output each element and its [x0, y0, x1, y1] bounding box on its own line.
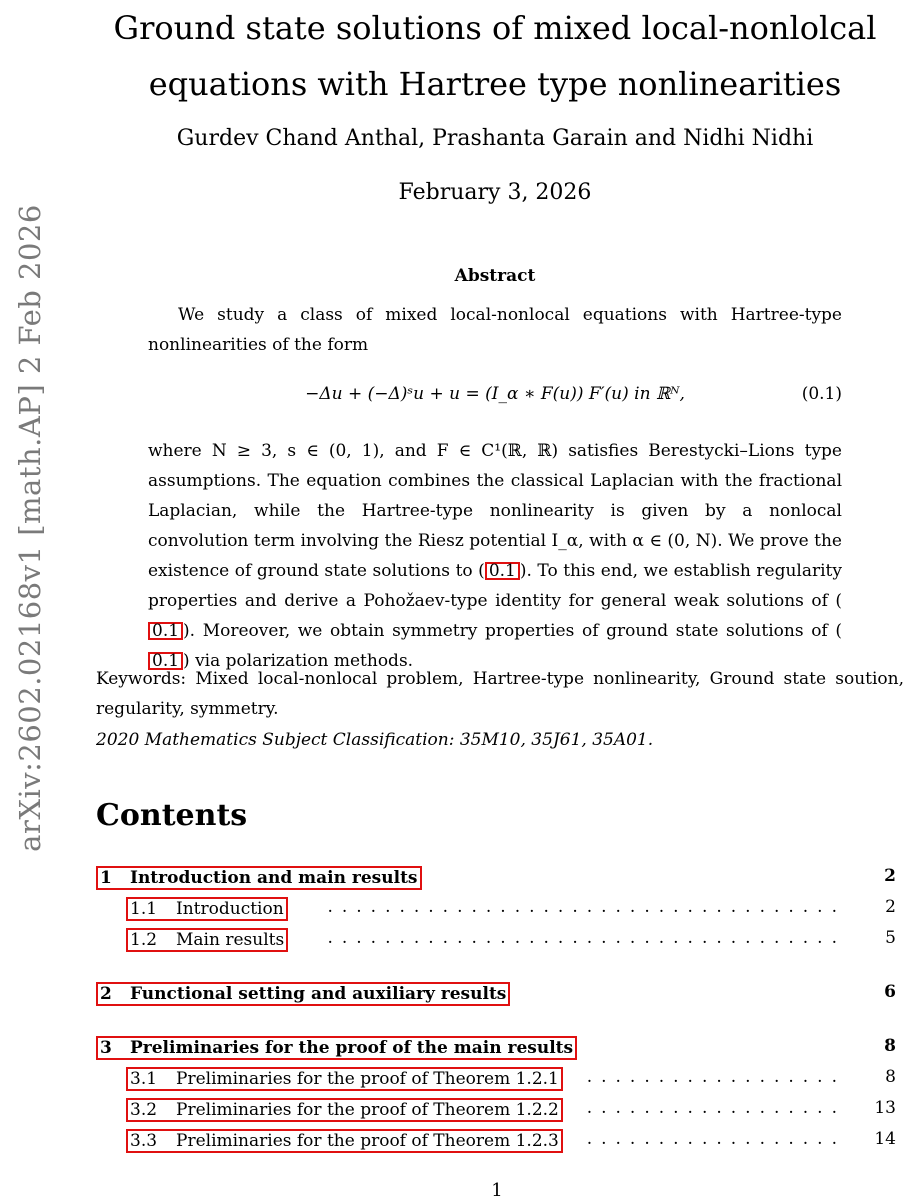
toc-entry-number: 1.2: [130, 930, 158, 950]
abstract-body: [148, 436, 842, 676]
abstract-heading: Abstract: [454, 266, 536, 286]
toc-entry-link[interactable]: [126, 1067, 563, 1091]
toc-page-number: 13: [874, 1098, 896, 1118]
equation-body: −Δu + (−Δ)ˢu + u = (I_α ∗ F(u)) F′(u) in ℝᴺ,: [305, 384, 685, 404]
toc-entry-link[interactable]: [126, 928, 288, 952]
toc-section-row: [96, 866, 896, 896]
toc-entry-link[interactable]: [96, 866, 422, 890]
toc-entry-link[interactable]: [96, 982, 510, 1006]
toc-subsection-row: [96, 897, 896, 927]
toc-page-number: 14: [874, 1129, 896, 1149]
toc-subsection-row: [96, 1129, 896, 1159]
toc-entry-title: Functional setting and auxiliary results: [130, 984, 507, 1004]
abstract-text-3: ). Moreover, we obtain symmetry properties of ground state solutions of (: [183, 621, 842, 641]
toc-entry-link[interactable]: [126, 897, 288, 921]
toc-leader-dots: ....................................: [327, 928, 846, 948]
keywords: Keywords: Mixed local-nonlocal problem, Hartree-type nonlinearity, Ground state soution, regularity, symmetry.: [96, 669, 904, 719]
toc-entry-number: 3: [100, 1038, 112, 1058]
toc-entry-title: Introduction and main results: [130, 868, 418, 888]
date: February 3, 2026: [398, 180, 592, 205]
toc-page-number: 8: [885, 1067, 896, 1087]
toc-entry-number: 1: [100, 868, 112, 888]
title-line-1: Ground state solutions of mixed local-nonlolcal: [113, 9, 877, 47]
toc-page-number: 6: [884, 982, 896, 1002]
equation-ref-link[interactable]: 0.1: [485, 562, 520, 580]
toc-page-number: 8: [884, 1036, 896, 1056]
toc-section-row: [96, 1036, 896, 1066]
toc-page-number: 2: [884, 866, 896, 886]
arxiv-sidebar: [0, 0, 60, 1200]
page-number: 1: [491, 1180, 503, 1201]
toc-subsection-row: [96, 928, 896, 958]
toc-entry-number: 2: [100, 984, 112, 1004]
authors: Gurdev Chand Anthal, Prashanta Garain and Nidhi Nidhi: [176, 126, 814, 151]
toc-page-number: 2: [885, 897, 896, 917]
toc-entry-number: 3.1: [130, 1069, 158, 1089]
contents-heading: Contents: [96, 798, 248, 833]
abstract-intro: We study a class of mixed local-nonlocal equations with Hartree-type nonlinearities of the form: [148, 305, 842, 355]
toc-entry-link[interactable]: [126, 1098, 563, 1122]
abstract-text-4: ) via polarization methods.: [183, 651, 414, 671]
toc-leader-dots: ..................: [586, 1098, 846, 1118]
msc-classification: 2020 Mathematics Subject Classification: 35M10, 35J61, 35A01.: [96, 730, 654, 750]
equation-ref-link[interactable]: 0.1: [148, 652, 183, 670]
toc-entry-number: 3.3: [130, 1131, 158, 1151]
toc-entry-title: Preliminaries for the proof of Theorem 1.2.3: [176, 1131, 559, 1151]
title-line-2: equations with Hartree type nonlinearities: [148, 65, 842, 103]
toc-leader-dots: ....................................: [327, 897, 846, 917]
toc-entry-title: Introduction: [176, 899, 284, 919]
toc-entry-title: Main results: [176, 930, 285, 950]
toc-section-row: [96, 982, 896, 1012]
toc-entry-title: Preliminaries for the proof of Theorem 1.2.1: [176, 1069, 559, 1089]
toc-entry-link[interactable]: [126, 1129, 563, 1153]
equation-ref-link[interactable]: 0.1: [148, 622, 183, 640]
paper-title: [100, 0, 890, 112]
toc-entry-number: 3.2: [130, 1100, 158, 1120]
toc-entry-number: 1.1: [130, 899, 158, 919]
toc-leader-dots: ..................: [586, 1067, 846, 1087]
arxiv-identifier: arXiv:2602.02168v1 [math.AP] 2 Feb 2026: [13, 204, 47, 852]
toc-leader-dots: ..................: [586, 1129, 846, 1149]
abstract-text-2: ). To this end, we establish regularity properties and derive a Pohožaev-type identity for general weak solutions of (: [148, 561, 842, 611]
toc-entry-title: Preliminaries for the proof of the main results: [130, 1038, 574, 1058]
toc-entry-title: Preliminaries for the proof of Theorem 1.2.2: [176, 1100, 559, 1120]
toc-subsection-row: [96, 1098, 896, 1128]
toc-subsection-row: [96, 1067, 896, 1097]
abstract-text-1: where N ≥ 3, s ∈ (0, 1), and F ∈ C¹(ℝ, ℝ) satisfies Berestycki–Lions type assumptions. The equation combines the classical Laplacian with the fractional Laplacian, while the Hartree-type nonlinearity is given by a nonlocal convolution term involving the Riesz potential I_α, with α ∈ (0, N). We prove the existence of ground state solutions to (: [148, 441, 842, 581]
toc-entry-link[interactable]: [96, 1036, 577, 1060]
equation-0-1: [148, 384, 842, 414]
toc-page-number: 5: [885, 928, 896, 948]
equation-number: (0.1): [801, 384, 842, 404]
